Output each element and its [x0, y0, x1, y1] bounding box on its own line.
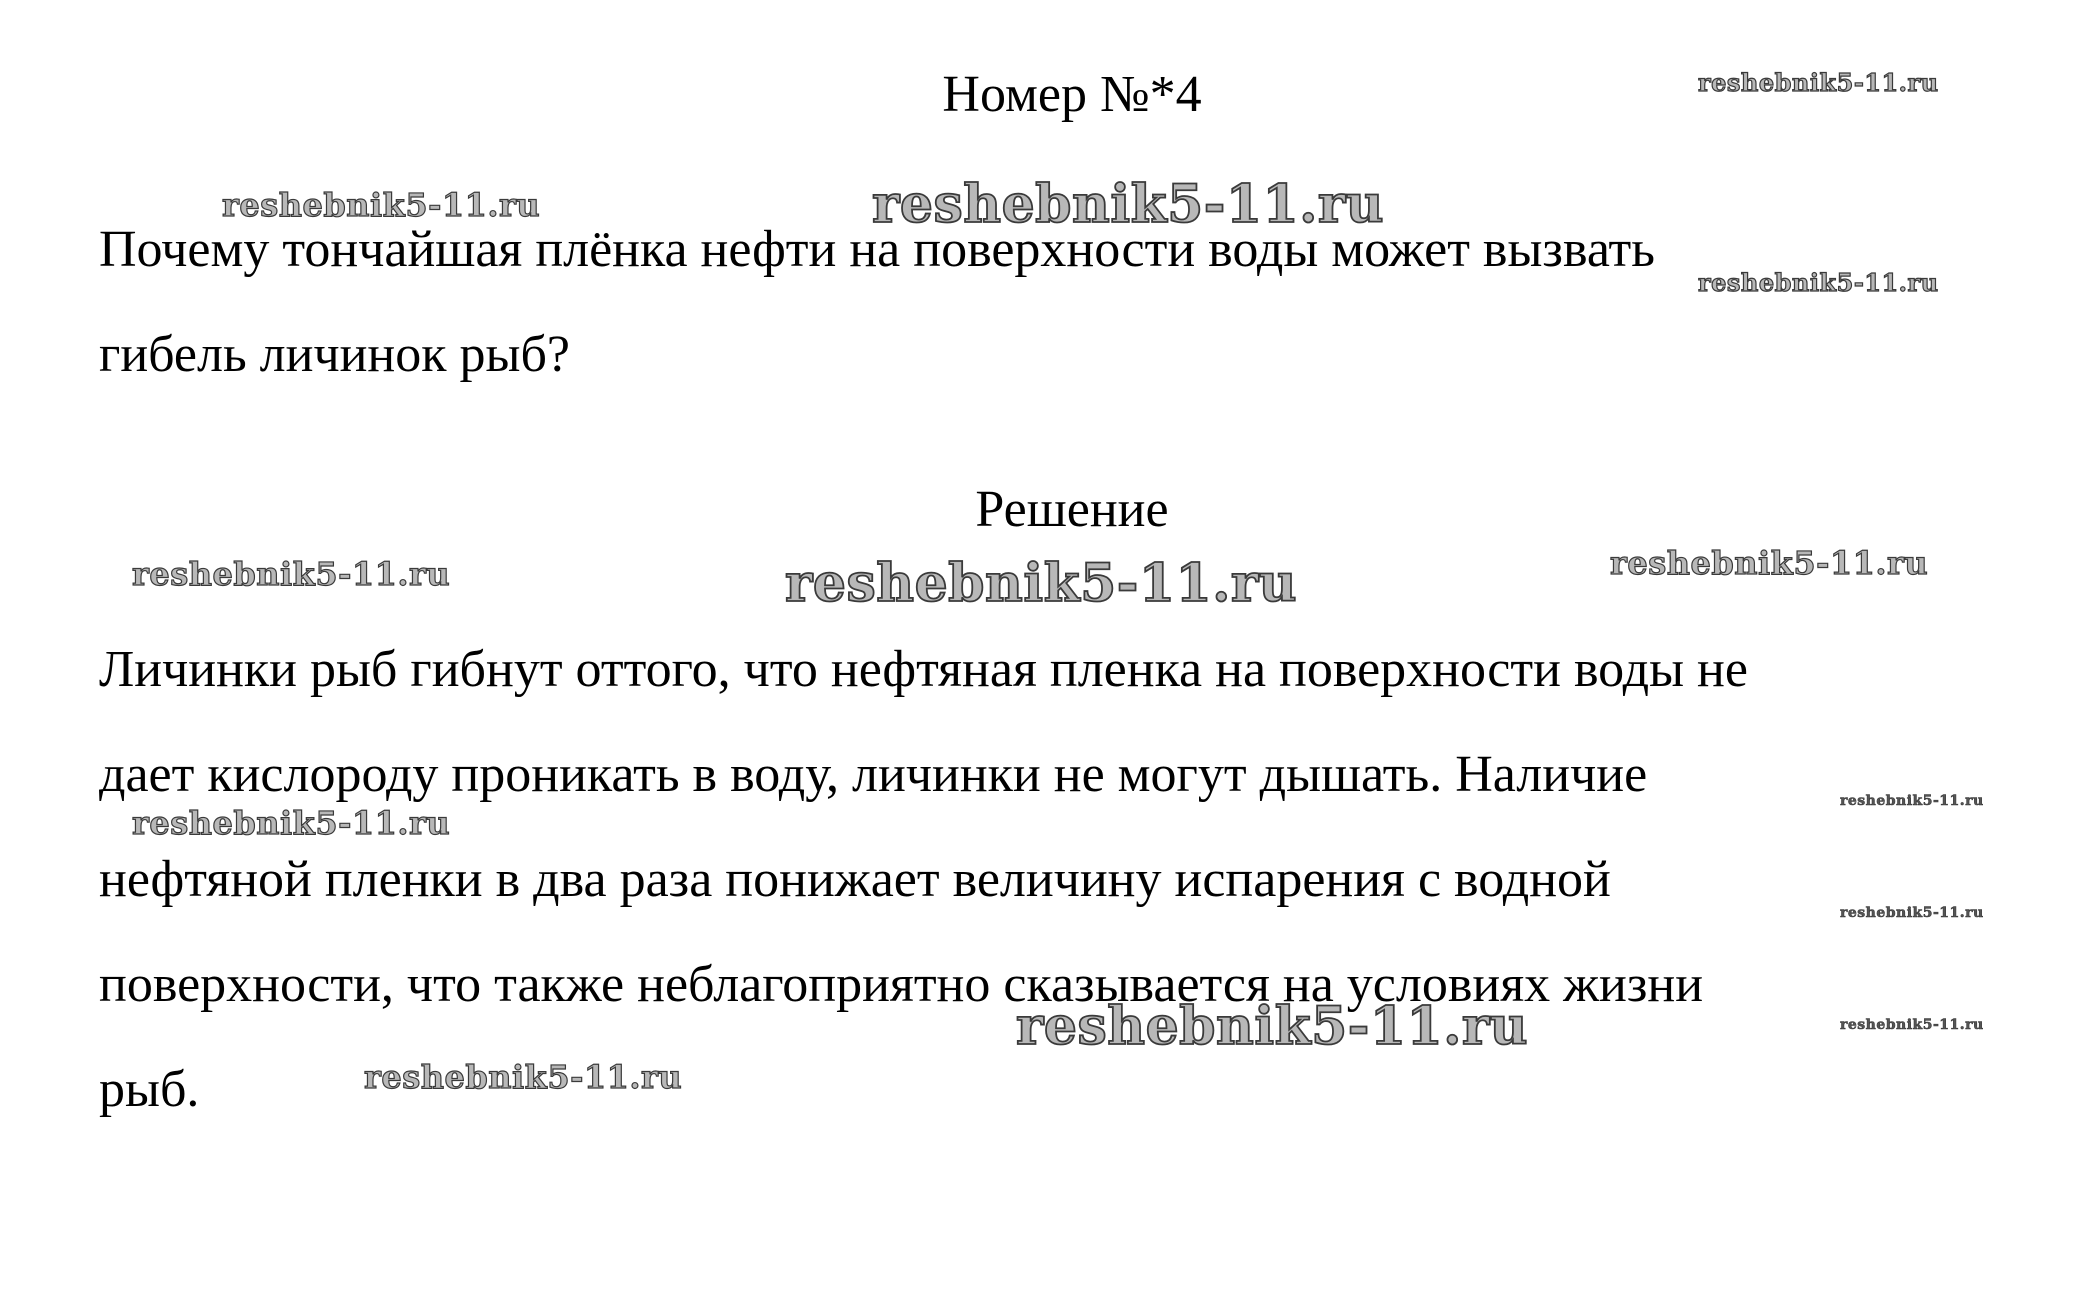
watermark: reshebnik5-11.ru	[1840, 1017, 1984, 1033]
answer-line: дает кислороду проникать в воду, личинки не могут дышать. Наличие	[99, 746, 1648, 803]
watermark: reshebnik5-11.ru	[1840, 905, 1984, 921]
watermark: reshebnik5-11.ru	[364, 1058, 683, 1096]
watermark: reshebnik5-11.ru	[1016, 996, 1529, 1057]
page-title: Номер №*4	[942, 66, 1202, 123]
solution-heading: Решение	[975, 481, 1169, 538]
watermark: reshebnik5-11.ru	[1698, 68, 1939, 97]
watermark: reshebnik5-11.ru	[1840, 793, 1984, 809]
question-line: Почему тончайшая плёнка нефти на поверхности воды может вызвать	[99, 221, 1655, 278]
watermark: reshebnik5-11.ru	[222, 186, 541, 224]
watermark: reshebnik5-11.ru	[132, 555, 451, 593]
watermark: reshebnik5-11.ru	[1698, 268, 1939, 297]
answer-line: нефтяной пленки в два раза понижает величину испарения с водной	[99, 851, 1611, 908]
answer-line: поверхности, что также неблагоприятно сказывается на условиях жизни	[99, 956, 1704, 1013]
watermark: reshebnik5-11.ru	[132, 804, 451, 842]
watermark: reshebnik5-11.ru	[872, 174, 1385, 235]
answer-line: Личинки рыб гибнут оттого, что нефтяная пленка на поверхности воды не	[99, 641, 1748, 698]
watermark: reshebnik5-11.ru	[1610, 544, 1929, 582]
watermark: reshebnik5-11.ru	[785, 553, 1298, 614]
question-line: гибель личинок рыб?	[99, 326, 570, 383]
answer-line: рыб.	[99, 1061, 200, 1118]
